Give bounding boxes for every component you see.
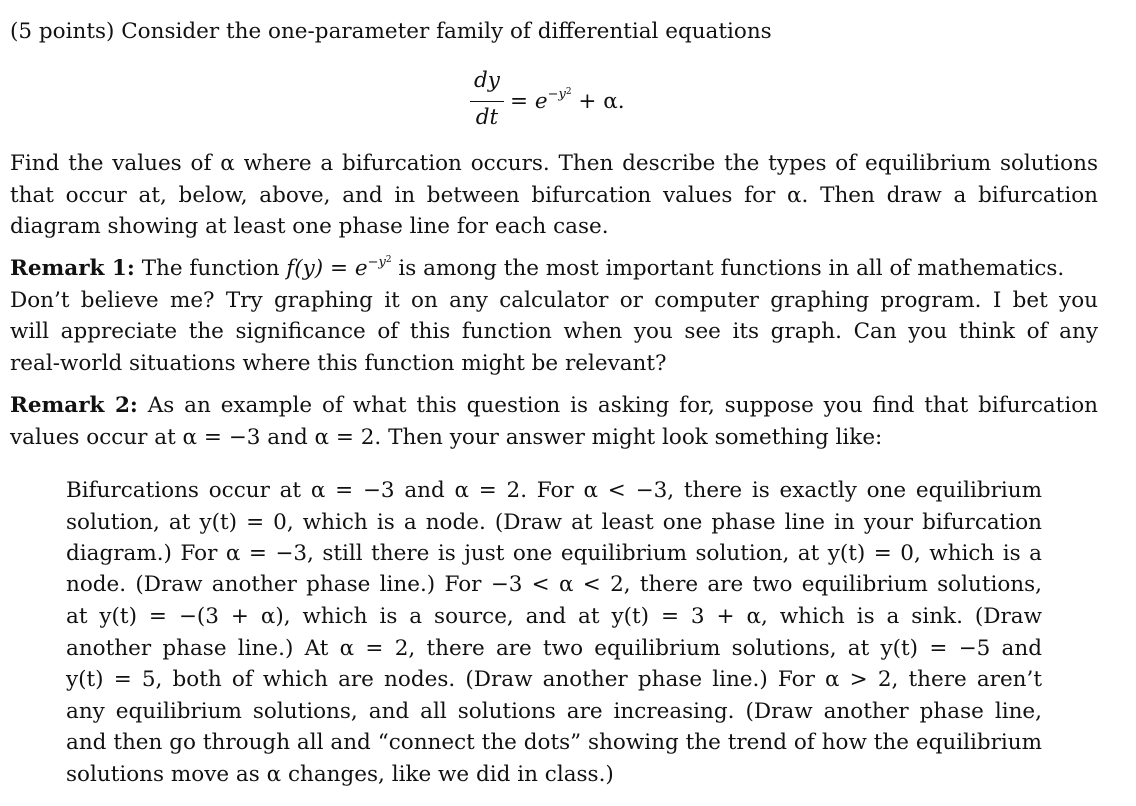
example-line-2: solution, at y(t) = 0, which is a node. (Draw at least one phase line in your bifurcation [66, 510, 1042, 535]
task-line-3: diagram showing at least one phase line for each case. [10, 214, 609, 239]
example-line-7: y(t) = 5, both of which are nodes. (Draw another phase line.) For α > 2, there aren’t [66, 667, 1042, 692]
fraction-bar [470, 101, 504, 102]
fraction-numerator: dy [474, 68, 500, 93]
remark2-line-1 [10, 390, 1098, 422]
equation-tail: + α. [578, 89, 625, 114]
example-line-8: any equilibrium solutions, and all solutions are increasing. (Draw another phase line, [66, 699, 1042, 724]
exp-base: e [534, 89, 548, 114]
task-line-1: Find the values of α where a bifurcation occurs. Then describe the types of equilibrium solutions [10, 151, 1098, 176]
equals-sign: = [510, 89, 529, 114]
remark1-text-a: The function [141, 256, 280, 281]
example-line-3: diagram.) For α = −3, still there is just one equilibrium solution, at y(t) = 0, which is a [66, 541, 1042, 566]
display-equation [470, 66, 660, 136]
remark1-function-exponent-power: 2 [385, 255, 392, 265]
equation-rhs [510, 86, 625, 122]
example-line-4: node. (Draw another phase line.) For −3 < α < 2, there are two equilibrium solutions, [66, 572, 1042, 597]
remark1-line-3: will appreciate the significance of this function when you see its graph. Can you think of any [10, 319, 1098, 344]
remark2-line-2: values occur at α = −3 and α = 2. Then your answer might look something like: [10, 425, 883, 450]
example-line-10: solutions move as α changes, like we did in class.) [66, 762, 614, 787]
remark1-function: f(y) = e [286, 256, 368, 281]
remark1-line-1 [10, 253, 1064, 289]
problem-intro: (5 points) Consider the one-parameter family of differential equations [10, 19, 772, 44]
remark1-line-2: Don’t believe me? Try graphing it on any calculator or computer graphing program. I bet you [10, 288, 1098, 313]
example-line-9: and then go through all and “connect the dots” showing the trend of how the equilibrium [66, 730, 1042, 755]
remark1-function-exponent: −y [367, 255, 386, 270]
task-line-2: that occur at, below, above, and in between bifurcation values for α. Then draw a bifurcation [10, 183, 1098, 208]
exp-exponent: −y [547, 87, 566, 102]
remark1-text-b: is among the most important functions in all of mathematics. [398, 256, 1065, 281]
example-line-6: another phase line.) At α = 2, there are two equilibrium solutions, at y(t) = −5 and [66, 636, 1042, 661]
remark1-label: Remark 1: [10, 256, 135, 281]
remark1-line-4: real-world situations where this function might be relevant? [10, 351, 667, 376]
remark2-text-1: As an example of what this question is asking for, suppose you find that bifurcation [147, 393, 1098, 418]
remark2-label: Remark 2: [10, 393, 138, 418]
fraction-denominator: dt [475, 105, 499, 130]
example-line-1: Bifurcations occur at α = −3 and α = 2. For α < −3, there is exactly one equilibrium [66, 478, 1042, 503]
exp-exponent-power: 2 [565, 87, 572, 97]
example-line-5: at y(t) = −(3 + α), which is a source, and at y(t) = 3 + α, which is a sink. (Draw [66, 604, 1042, 629]
